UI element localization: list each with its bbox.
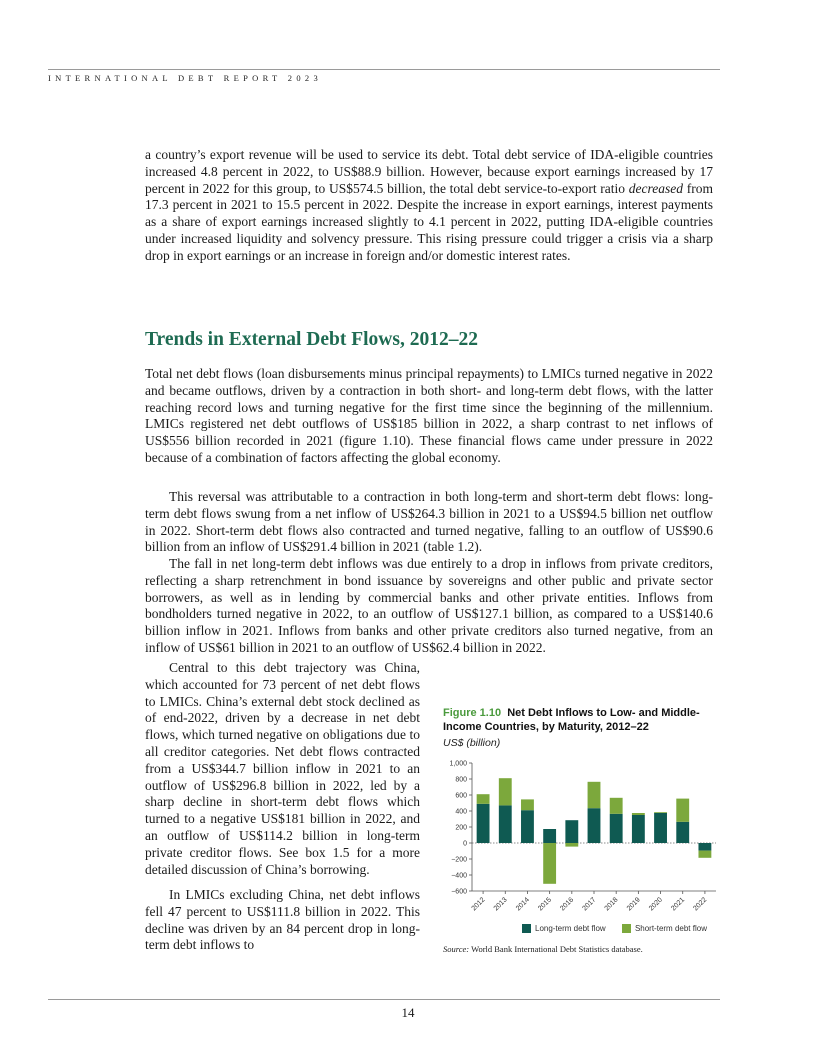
bar-short-term-2016: [565, 843, 578, 847]
paragraph-long-term-fall: The fall in net long-term debt inflows was due entirely to a drop in inflows from private creditors, reflecting a sharp retrenchment in bond issuance by sovereigns and other public and private sector borrowers, as well as in lending by commercial banks and other private entities. Inflows from bondholders turned negative in 2022, to an outflow of US$127.1 billion, as compared to a US$140.6 billion inflow in 2021. Inflows from banks and other private creditors also turned negative, from an inflow of US$61 billion in 2021 to an outflow of US$62.4 billion in 2022.: [145, 556, 713, 655]
figure-source: [443, 944, 643, 954]
legend-label: Short-term debt flow: [634, 924, 707, 933]
emphasis-text: decreased: [628, 180, 684, 196]
bar-short-term-2013: [499, 778, 512, 805]
y-tick-label: 600: [455, 792, 467, 800]
bar-short-term-2015: [543, 843, 556, 884]
bar-short-term-2020: [654, 812, 667, 813]
bar-long-term-2012: [477, 804, 490, 843]
paragraph-lmics-excl-china: In LMICs excluding China, net debt inflows fell 47 percent to US$111.8 billion in 2022. This decline was driven by an 84 percent drop in long-term debt inflows to: [145, 887, 420, 953]
y-tick-label: −200: [451, 856, 467, 864]
legend-label: Long-term debt flow: [535, 924, 606, 933]
x-tick-label: 2018: [603, 896, 620, 913]
bar-long-term-2019: [632, 815, 645, 843]
header-rule: [48, 69, 720, 70]
net-debt-inflows-chart: [440, 755, 730, 925]
bar-long-term-2016: [565, 820, 578, 843]
bar-short-term-2012: [477, 794, 490, 804]
x-tick-label: 2022: [692, 896, 709, 913]
figure-unit: US$ (billion): [443, 737, 501, 749]
x-tick-label: 2019: [625, 896, 642, 913]
x-tick-label: 2014: [514, 896, 531, 913]
bar-long-term-2015: [543, 829, 556, 843]
x-tick-label: 2017: [581, 896, 598, 913]
bar-short-term-2021: [676, 799, 689, 822]
bar-long-term-2022: [698, 843, 711, 851]
paragraph-reversal: This reversal was attributable to a contraction in both long-term and short-term debt flows: long-term debt flows swung from a net inflow of US$264.3 billion in 2021 to a US$94.5 billion net outflow in 2022. Short-term debt flows also contracted and turned negative, falling to an outflow of US$90.6 billion from an inflow of US$291.4 billion in 2021 (table 1.2).: [145, 489, 713, 555]
x-tick-label: 2013: [492, 896, 509, 913]
bar-short-term-2019: [632, 813, 645, 815]
paragraph-text: a country’s export revenue will be used to service its debt. Total debt service of IDA-eligible countries increased 4.8 percent in 2022, to US$88.9 billion. However, because export earnings increased by 17 percent in 2022 for this group, to US$574.5 billion, the total debt service-to-export ratio: [145, 147, 713, 196]
y-tick-label: 200: [455, 824, 467, 832]
chart-legend: [522, 924, 721, 935]
x-tick-label: 2016: [559, 896, 576, 913]
paragraph-net-debt-flows: Total net debt flows (loan disbursements minus principal repayments) to LMICs turned negative in 2022 and became outflows, driven by a contraction in both short- and long-term debt flows, with the latter reaching record lows and turning negative for the first time since the beginning of the millennium. LMICs registered net debt outflows of US$185 billion in 2022, a sharp contrast to net inflows of US$556 billion recorded in 2021 (figure 1.10). These financial flows came under pressure in 2022 because of a combination of factors affecting the global economy.: [145, 366, 713, 465]
x-tick-label: 2015: [537, 896, 554, 913]
legend-swatch-long-term: [522, 924, 531, 933]
source-text: World Bank International Debt Statistics database.: [469, 944, 643, 954]
legend-item-short-term: [622, 924, 707, 933]
footer-rule: [48, 999, 720, 1000]
y-tick-label: −600: [451, 888, 467, 896]
y-tick-label: 1,000: [449, 760, 467, 768]
legend-item-long-term: [522, 924, 606, 933]
legend-swatch-short-term: [622, 924, 631, 933]
bar-short-term-2017: [588, 782, 601, 808]
running-head: INTERNATIONAL DEBT REPORT 2023: [48, 73, 323, 83]
bar-long-term-2021: [676, 822, 689, 843]
figure-title-text: Net Debt Inflows to Low- and Middle-Income Countries, by Maturity, 2012–22: [443, 707, 700, 733]
x-tick-label: 2021: [670, 896, 687, 913]
x-tick-label: 2012: [470, 896, 487, 913]
bar-long-term-2014: [521, 810, 534, 843]
paragraph-text: from 17.3 percent in 2021 to 15.5 percent in 2022. Despite the increase in export earnings, interest payments as a share of export earnings increased slightly to 4.1 percent in 2022, putting IDA-eligible countries under increased liquidity and solvency pressure. This rising pressure could trigger a crisis via a sharp drop in export earnings or an increase in foreign and/or domestic interest rates.: [145, 180, 713, 263]
figure-title: [443, 707, 728, 734]
bar-long-term-2018: [610, 814, 623, 843]
paragraph-ida-debt-service: [145, 147, 713, 265]
bar-short-term-2018: [610, 798, 623, 814]
bar-long-term-2017: [588, 808, 601, 843]
source-label: Source:: [443, 944, 470, 954]
y-tick-label: 400: [455, 808, 467, 816]
bar-long-term-2020: [654, 813, 667, 843]
x-tick-label: 2020: [647, 896, 664, 913]
figure-label: Figure 1.10: [443, 707, 502, 719]
page-number: 14: [401, 1005, 415, 1020]
bar-short-term-2014: [521, 799, 534, 810]
section-title: Trends in External Debt Flows, 2012–22: [145, 329, 478, 350]
y-tick-label: −400: [451, 872, 467, 880]
paragraph-china: Central to this debt trajectory was China, which accounted for 73 percent of net debt flows to LMICs. China’s external debt stock declined as of end-2022, driven by a decrease in net debt flows, which turned negative on obligations due to all creditor categories. Net debt flows contracted from a US$344.7 billion inflow in 2021 to an outflow of US$296.8 billion in 2022, led by a sharp decline in short-term debt flows which turned to a negative US$181 billion in 2022, and an outflow of US$114.2 billion in long-term private creditor flows. See box 1.5 for a more detailed discussion of China’s borrowing.: [145, 660, 420, 877]
y-tick-label: 800: [455, 776, 467, 784]
bar-long-term-2013: [499, 805, 512, 843]
bar-short-term-2022: [698, 851, 711, 858]
y-tick-label: 0: [463, 840, 467, 848]
